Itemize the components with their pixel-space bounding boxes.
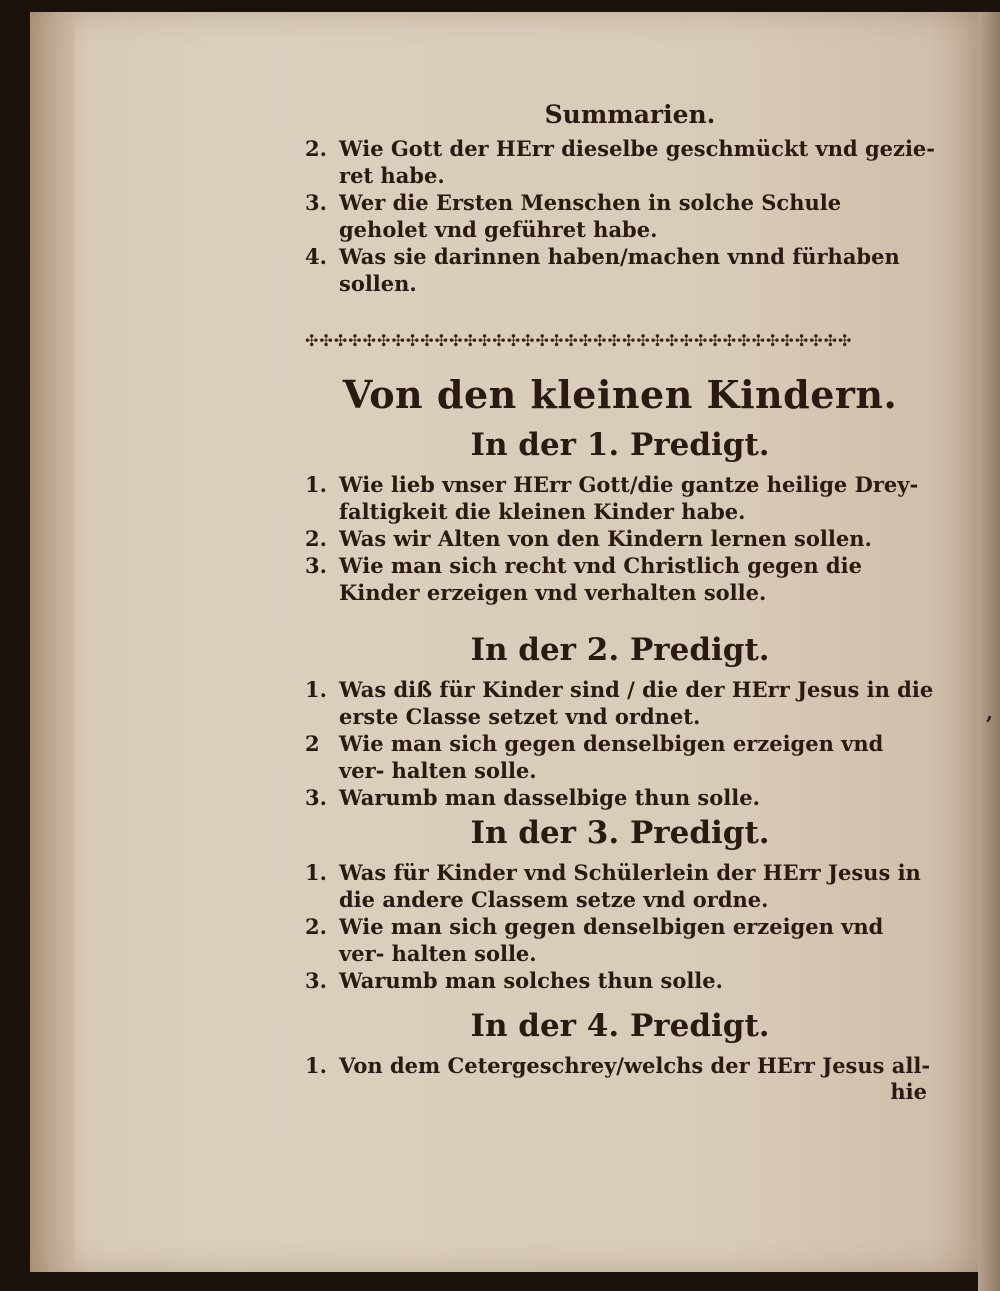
item-number: 3. (305, 190, 327, 215)
item-number: 2. (305, 914, 327, 939)
item-text: Warumb man solches thun solle. (339, 968, 723, 993)
item-text: Wie man sich recht vnd Christlich gegen die Kinder erzeigen vnd verhalten solle. (339, 553, 862, 605)
list-item (305, 676, 935, 730)
list-item (305, 730, 935, 784)
catchword: hie (890, 1079, 927, 1104)
item-number: 2 (305, 731, 320, 756)
item-text: Wie man sich gegen denselbigen erzeigen vnd ver- halten solle. (339, 914, 884, 966)
list-item (305, 525, 935, 552)
summarien-list (305, 135, 935, 297)
item-number: 1. (305, 1053, 327, 1078)
item-text: Was sie darinnen haben/machen vnnd fürhaben sollen. (339, 244, 900, 296)
item-number: 3. (305, 785, 327, 810)
list-item (305, 243, 935, 297)
list-item (305, 859, 935, 913)
gutter-shadow (30, 12, 75, 1272)
item-text: Von dem Cetergeschrey/welchs der HErr Jesus all- (339, 1053, 931, 1078)
running-head: Summarien. (544, 100, 716, 129)
section-heading: In der 2. Predigt. (470, 632, 770, 668)
item-number: 1. (305, 472, 327, 497)
item-text: Wie lieb vnser HErr Gott/die gantze heilige Drey- faltigkeit die kleinen Kinder habe. (339, 472, 919, 524)
sermon-section-1 (305, 427, 935, 606)
list-item (305, 135, 935, 189)
section-heading: In der 4. Predigt. (470, 1008, 770, 1044)
next-page-edge (978, 12, 1000, 1291)
sermon-section-2 (305, 632, 935, 811)
list-item (305, 189, 935, 243)
item-text: Warumb man dasselbige thun solle. (339, 785, 760, 810)
list-item (305, 913, 935, 967)
main-heading: Von den kleinen Kindern. (342, 372, 898, 417)
sermon-section-3 (305, 815, 935, 994)
list-item (305, 552, 935, 606)
item-number: 2. (305, 136, 327, 161)
item-number: 3. (305, 553, 327, 578)
margin-mark: , (986, 700, 993, 724)
item-text: Wie man sich gegen denselbigen erzeigen vnd ver- halten solle. (339, 731, 884, 783)
sermon-section-4 (305, 1008, 935, 1079)
item-number: 1. (305, 860, 327, 885)
list-item (305, 967, 935, 994)
item-number: 4. (305, 244, 327, 269)
list-item (305, 1052, 935, 1079)
section-heading: In der 3. Predigt. (470, 815, 770, 851)
item-text: Was für Kinder vnd Schülerlein der HErr Jesus in die andere Classem setze vnd ordne. (339, 860, 921, 912)
item-number: 2. (305, 526, 327, 551)
item-number: 3. (305, 968, 327, 993)
item-text: Wie Gott der HErr dieselbe geschmückt vnd gezie- ret habe. (339, 136, 936, 188)
ornamental-divider: ✣✣✣✣✣✣✣✣✣✣✣✣✣✣✣✣✣✣✣✣✣✣✣✣✣✣✣✣✣✣✣✣✣✣✣✣✣✣ (305, 331, 853, 350)
page-content (305, 100, 935, 1104)
item-text: Was diß für Kinder sind / die der HErr Jesus in die erste Classe setzet vnd ordnet. (339, 677, 934, 729)
item-number: 1. (305, 677, 327, 702)
section-heading: In der 1. Predigt. (470, 427, 770, 463)
list-item (305, 471, 935, 525)
item-text: Wer die Ersten Menschen in solche Schule geholet vnd geführet habe. (339, 190, 842, 242)
list-item (305, 784, 935, 811)
item-text: Was wir Alten von den Kindern lernen sollen. (339, 526, 872, 551)
